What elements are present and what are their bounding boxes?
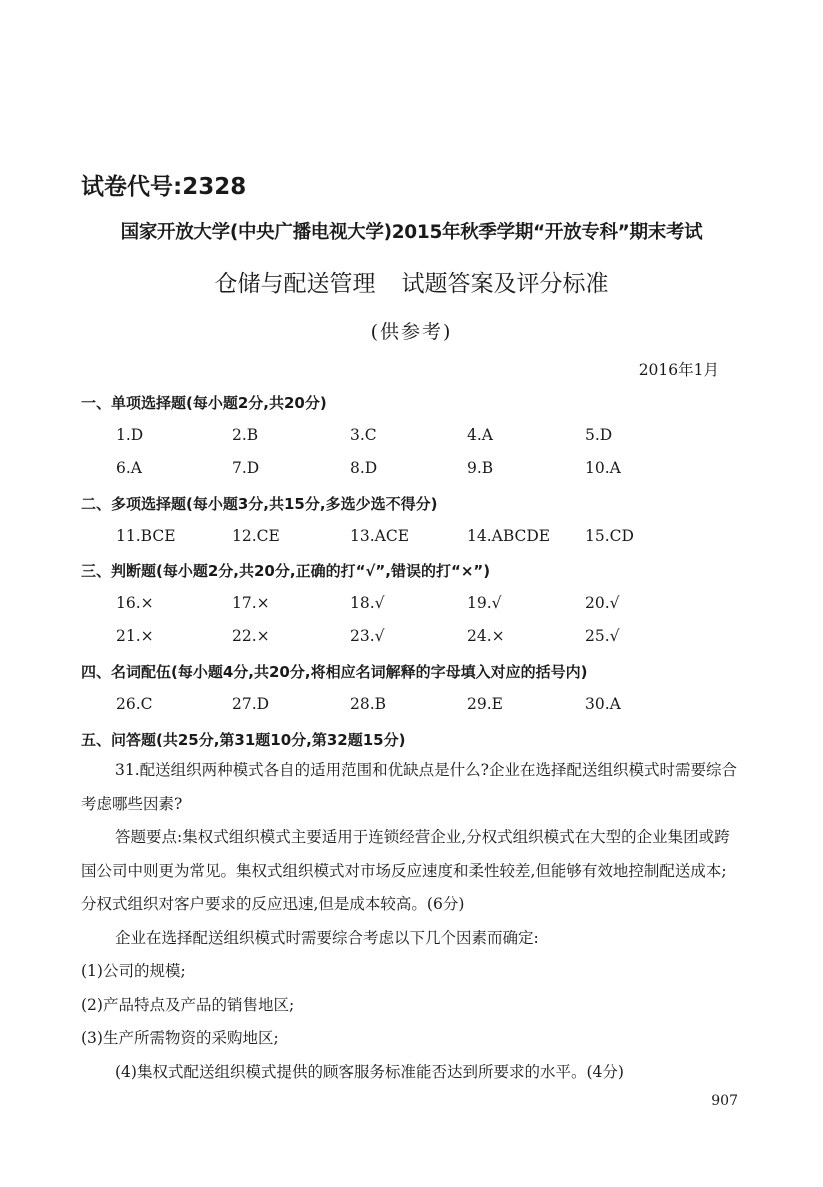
answer-row bbox=[0, 695, 823, 715]
answer-item: 17.× bbox=[232, 594, 270, 612]
section-heading-1: 一、单项选择题(每小题2分,共20分) bbox=[81, 394, 327, 412]
answer-item: 20.√ bbox=[585, 594, 620, 612]
doc-title: 试题答案及评分标准 bbox=[401, 271, 609, 297]
page-number: 907 bbox=[711, 1093, 738, 1109]
exam-date: 2016年1月 bbox=[638, 361, 719, 379]
exam-title: 国家开放大学(中央广播电视大学)2015年秋季学期“开放专科”期末考试 bbox=[120, 222, 703, 243]
answer-item: 13.ACE bbox=[350, 527, 410, 545]
reference-note: (供参考) bbox=[370, 321, 453, 343]
answer-row bbox=[0, 527, 823, 547]
answer-item: 27.D bbox=[232, 695, 270, 713]
factor-item: (4)集权式配送组织模式提供的顾客服务标准能否达到所要求的水平。(4分) bbox=[115, 1063, 624, 1081]
factor-item: (3)生产所需物资的采购地区; bbox=[81, 1029, 279, 1047]
paper-code: 试卷代号:2328 bbox=[81, 174, 247, 200]
section-heading-2: 二、多项选择题(每小题3分,共15分,多选少选不得分) bbox=[81, 495, 438, 513]
answer-item: 11.BCE bbox=[116, 527, 176, 545]
section-heading-4: 四、名词配伍(每小题4分,共20分,将相应名词解释的字母填入对应的括号内) bbox=[81, 663, 588, 681]
factor-item: (2)产品特点及产品的销售地区; bbox=[81, 996, 295, 1014]
answer-item: 4.A bbox=[467, 426, 493, 444]
answer-item: 9.B bbox=[467, 459, 494, 477]
answer-item: 28.B bbox=[350, 695, 387, 713]
answer-item: 30.A bbox=[585, 695, 621, 713]
answer-item: 16.× bbox=[116, 594, 154, 612]
answer-item: 7.D bbox=[232, 459, 260, 477]
factors-intro: 企业在选择配送组织模式时需要综合考虑以下几个因素而确定: bbox=[115, 929, 539, 947]
answer-row bbox=[0, 426, 823, 446]
question-31: 31.配送组织两种模式各自的适用范围和优缺点是什么?企业在选择配送组织模式时需要综合考虑哪些因素? bbox=[81, 761, 737, 813]
answer-item: 6.A bbox=[116, 459, 142, 477]
answer-item: 21.× bbox=[116, 627, 154, 645]
answer-item: 15.CD bbox=[585, 527, 634, 545]
answer-item: 25.√ bbox=[585, 627, 620, 645]
answer-item: 14.ABCDE bbox=[467, 527, 551, 545]
answer-item: 3.C bbox=[350, 426, 377, 444]
answer-item: 22.× bbox=[232, 627, 270, 645]
answer-item: 8.D bbox=[350, 459, 378, 477]
section-heading-5: 五、问答题(共25分,第31题10分,第32题15分) bbox=[81, 731, 406, 749]
answer-item: 18.√ bbox=[350, 594, 385, 612]
answer-item: 23.√ bbox=[350, 627, 385, 645]
answer-item: 29.E bbox=[467, 695, 503, 713]
answer-row bbox=[0, 627, 823, 647]
answer-item: 19.√ bbox=[467, 594, 502, 612]
answer-key-31: 答题要点:集权式组织模式主要适用于连锁经营企业,分权式组织模式在大型的企业集团或跨国公司中则更为常见。集权式组织模式对市场反应速度和柔性较差,但能够有效地控制配送成本;分权式组织对客户要求的反应迅速,但是成本较高。(6分) bbox=[81, 828, 730, 913]
answer-item: 10.A bbox=[585, 459, 621, 477]
answer-item: 26.C bbox=[116, 695, 153, 713]
factor-item: (1)公司的规模; bbox=[81, 962, 186, 980]
answer-item: 12.CE bbox=[232, 527, 280, 545]
answer-item: 24.× bbox=[467, 627, 505, 645]
section-heading-3: 三、判断题(每小题2分,共20分,正确的打“√”,错误的打“×”) bbox=[81, 562, 491, 580]
answer-item: 2.B bbox=[232, 426, 259, 444]
main-title bbox=[0, 265, 823, 298]
answer-row bbox=[0, 594, 823, 614]
answer-row bbox=[0, 459, 823, 479]
answer-item: 1.D bbox=[116, 426, 144, 444]
answer-item: 5.D bbox=[585, 426, 613, 444]
course-title: 仓储与配送管理 bbox=[214, 271, 376, 297]
